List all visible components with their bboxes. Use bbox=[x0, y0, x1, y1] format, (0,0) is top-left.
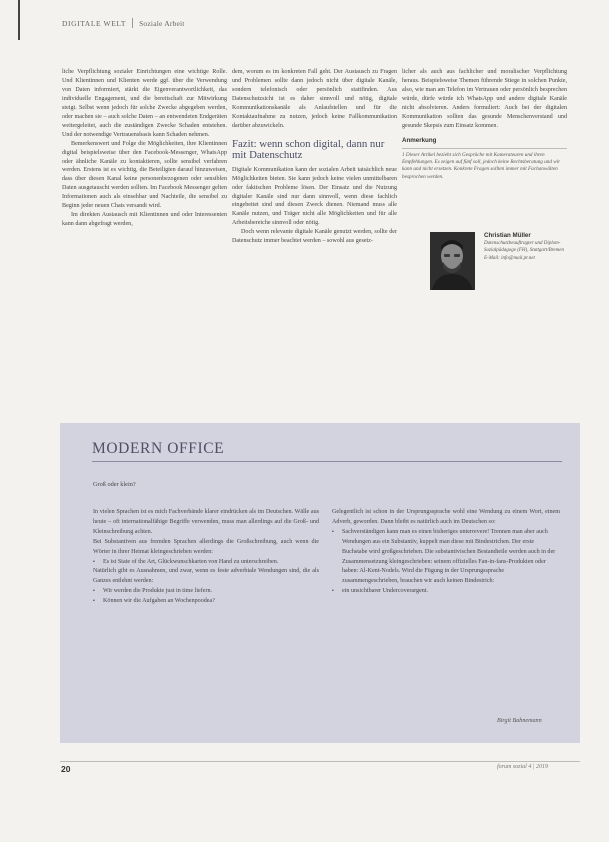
bullet-list bbox=[332, 528, 560, 597]
article-column-3 bbox=[402, 68, 567, 181]
paragraph: Doch wenn relevante digitale Kanäle genutzt werden, sollte der Datenschutz immer beachtet werden – sowohl aus gesetz- bbox=[232, 229, 397, 245]
author-role: Datenschutzbeauftragter und Diplom-Sozialpädagoge (FH), Stuttgart/Bremen bbox=[484, 241, 564, 253]
section-name: Soziale Arbeit bbox=[139, 19, 185, 28]
author-photo bbox=[430, 232, 475, 290]
paragraph: licher als auch aus fachlicher und moralischer Verpflichtung heraus. Beispielsweise Themen führende Stiege in solchen Punkte, also, wie man am Telefon im Vertrauen oder persönlich besprechen würde, dürfe würde ich WhatsApp und andere digitale Kanäle nicht absolvieren. Anders formuliert: Auch bei der digitalen Kommunikation sollten das gesunde Menschenverstand und gesunde Skepsis zum Einsatz kommen. bbox=[402, 69, 567, 129]
page-edge-rule bbox=[18, 0, 20, 40]
paragraph: Bei Substantiven aus fremden Sprachen allerdings die Großschreibung, auch wenn die Wörter in ihrer Heimat kleingeschrieben werden: bbox=[93, 538, 319, 555]
box-subtitle: Groß oder klein? bbox=[93, 481, 136, 488]
author-portrait-icon bbox=[430, 232, 475, 290]
paragraph: Bemerkenswert und Folge die Möglichkeiten, ihre Klientinnen digital beispielsweise über den Facebook-Messenger, WhatsApp oder ähnliche Kanäle zu kontaktieren, sollte sensibel verfahren werden. Erstens ist es wichtig, die Beteiligten darauf hinzuweisen, dass über diesen Kanal keine personenbezogenen oder sensiblen Daten ausgetauscht werden sollten. Im Facebook Messenger gelten Informationen auch als einsehbar und Nachteile, die sensibel zu Beginn jeder neuen Chats versandt wird. bbox=[62, 140, 227, 210]
footnote-heading: Anmerkung bbox=[402, 136, 437, 144]
paragraph: dem, worum es im konkreten Fall geht. Der Austausch zu Fragen und Problemen sollte dann jedoch nicht über digitale Kanäle, sondern telefonisch oder persönlich stattfinden. Aus Datenschutzsicht ist es daher sinnvoll und nötig, digitale Kommunikationskanäle als Anlaufstellen und für die Kontaktaufnahme zu nutzen, jedoch keine Fallkommunikation darüber abzuwickeln. bbox=[232, 69, 397, 129]
article-column-1 bbox=[62, 68, 227, 229]
author-email: E-Mail: info@mail.pr.net bbox=[484, 256, 535, 262]
box-title: MODERN OFFICE bbox=[92, 440, 225, 457]
journal-citation: forum sozial 4 | 2019 bbox=[497, 764, 548, 770]
footnote-text: 1 Dieser Artikel bezieht sich Gespräche mit Kamerateuren und ihren Empfehlungen. Es zeigen auf fünf soll, jedoch keine Rechtsberatung und wir kann und nicht ersetzen. Konkrete Fragen sollten immer mit Fachanwälten besprochen werden. bbox=[402, 151, 561, 180]
box-signoff: Birgit Bahnemann bbox=[497, 718, 542, 724]
list-item: ▪ Sachverständigen kann man es einen bisheriges unterrevere! Trennen man aber auch Wendungen aus ein Substantiv, kuppelt man diese mit Bindestrichen. Der erste Buchstabe wird großgeschrieben. Die substantivischen Bestandteile werden auch in der Zusammensetzung kleingeschrieben: seinem offizielles Fan-in-fans-Produkten oder haben: Al-Kent-Nodels. Wird die Fügung in der Ursprungssprache zusammengeschrieben, brauchen wir auch keinen Bindestrich: bbox=[332, 528, 560, 587]
paragraph: Gelegentlich ist schon in der Ursprungssprache wohl eine Wendung zu einem Wort, einem Adverb, geworden. Dann bleibt es natürlich auch im Deutschen so: bbox=[332, 509, 560, 525]
author-name: Christian Müller bbox=[484, 232, 531, 239]
list-item: ▪ Es ist State of the Art, Glückwunschkarten von Hand zu unterschreiben. bbox=[93, 558, 319, 568]
bullet-list bbox=[93, 587, 319, 607]
list-item: ▪ ein unsichtbarer Undercoverargent. bbox=[332, 587, 560, 597]
head-separator bbox=[132, 18, 133, 28]
article-column-2 bbox=[232, 68, 397, 246]
bullet-list bbox=[93, 558, 319, 568]
page-number: 20 bbox=[61, 764, 71, 774]
footnote-rule bbox=[402, 148, 567, 149]
list-item: ▪ Können wir die Aufgaben an Wochenpoodea? bbox=[93, 597, 319, 607]
box-column-left bbox=[93, 508, 319, 607]
paragraph: Im direkten Austausch mit Klientinnen und oder Interessenten kann dann abgefragt werden, bbox=[62, 212, 227, 228]
list-item: ▪ Wir werden die Produkte just in time liefern. bbox=[93, 587, 319, 597]
paragraph: liche Verpflichtung sozialer Einrichtungen eine wichtige Rolle. Und Klientinnen und Klienten werde ggf. über die Verwendung von Daten informiert, stärkt die Eigenverantwortlichkeit, das individuelle Engagement, und die bereitschaft zur Mitwirkung steigt. Selbst wenn jedoch für solche Zwecke abgegeben werden, oder machen sie – auch solche Daten – an entwendeten Endgeräten weitergeleitet, auch die zuständigen Zwecke Schaden entstehen. Und der notwendige Vertrauensbasis kann Schaden nehmen. bbox=[62, 69, 227, 138]
paragraph: In vielen Sprachen ist es mich Fachverbände klarer eindrücken als im Deutschen. Wälle aus heute – oft internationalfähige Begriffe verwenden, muss man allerdings auf die Groß- und Kleinschreibung achten. bbox=[93, 509, 319, 535]
magazine-name: DIGITALE WELT bbox=[62, 19, 127, 28]
running-head bbox=[62, 18, 185, 28]
section-heading: Fazit: wenn schon digital, dann nur mit Datenschutz bbox=[232, 137, 385, 161]
box-column-right bbox=[332, 508, 560, 597]
paragraph: Natürlich gibt es Ausnahmen, und zwar, wenn es feste adverbiale Wendungen sind, die als Ganzes entlehnt werden: bbox=[93, 568, 319, 585]
paragraph: Digitale Kommunikation kann der sozialen Arbeit tatsächlich neue Möglichkeiten bieten. Sie kann jedoch keine vielen unmittelbaren oder faktischen Probleme lösen. Der Einsatz und die Nutzung digitaler Kanäle sind nur dann sinnvoll, wenn diese fachlich eingebettet sind und diesen Zweck dienen. Niemand muss alle Kanäle nutzen, und Träger nicht alle Möglichkeiten und für alle Arbeitsbereiche sinnvoll oder nötig. bbox=[232, 166, 397, 227]
footer-rule bbox=[60, 761, 580, 762]
author-info bbox=[484, 232, 574, 263]
box-title-rule bbox=[92, 461, 562, 462]
